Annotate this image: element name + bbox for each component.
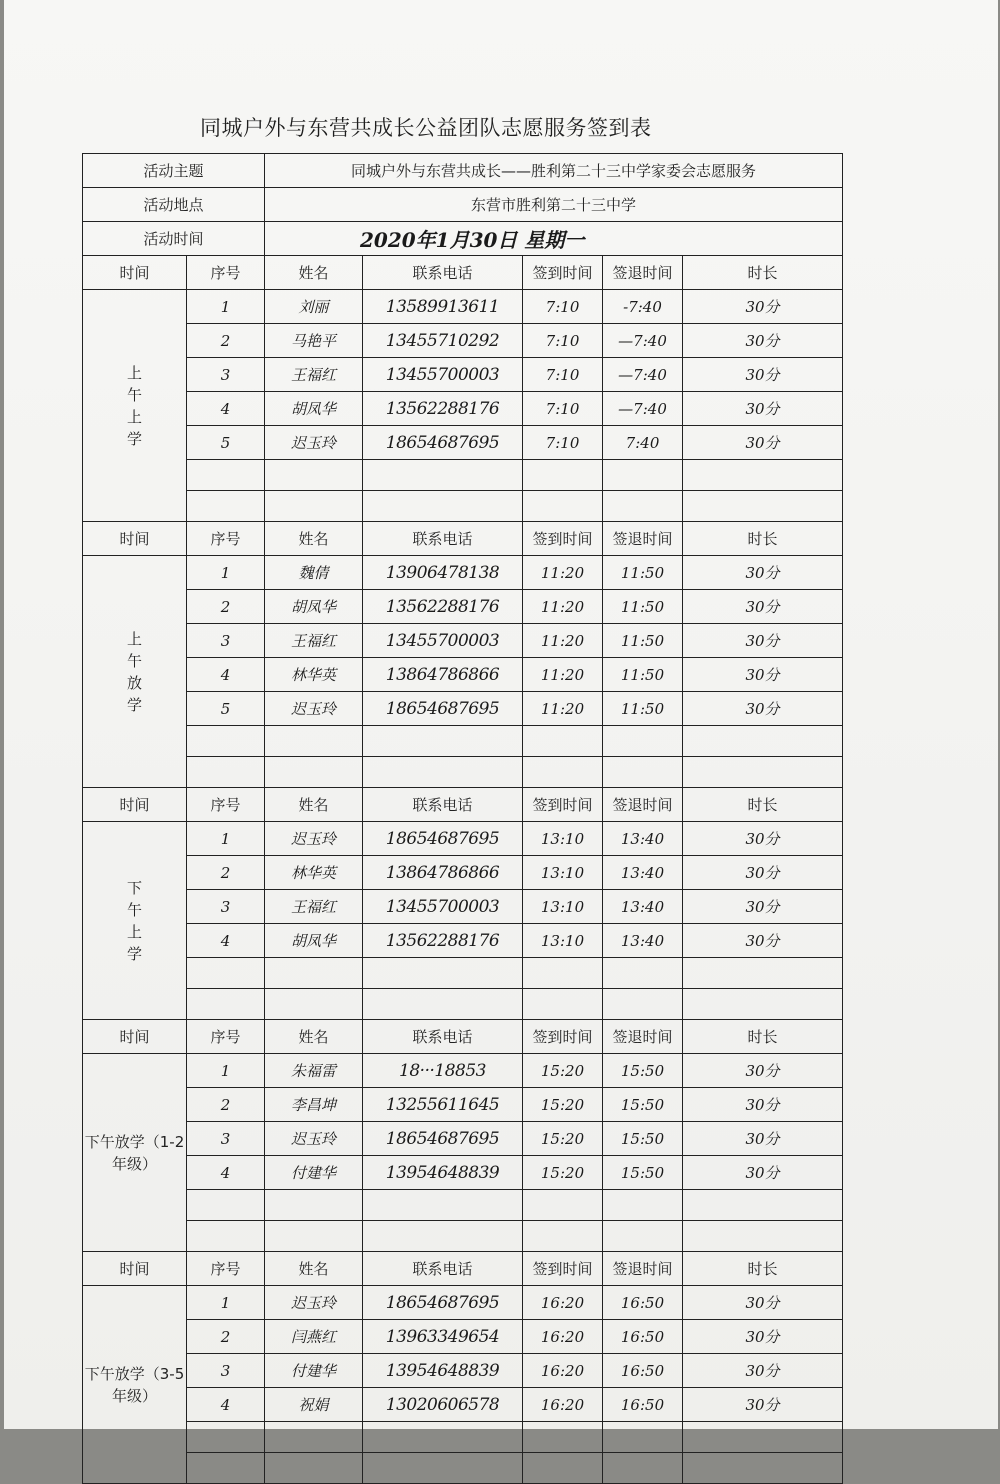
table-row: [83, 890, 843, 924]
duration: 30分: [683, 1122, 843, 1156]
checkin-time: 7:10: [523, 290, 603, 324]
phone-number: 18···18853: [363, 1054, 523, 1088]
header-checkin: 签到时间: [523, 788, 603, 822]
phone-number: 13954648839: [363, 1156, 523, 1190]
row-number: 1: [187, 290, 265, 324]
phone-number: 13589913611: [363, 290, 523, 324]
table-row: [83, 822, 843, 856]
blank-cell: [187, 757, 265, 788]
row-number: 3: [187, 1354, 265, 1388]
period-label: [83, 1286, 187, 1484]
blank-cell: [187, 1221, 265, 1252]
header-no: 序号: [187, 522, 265, 556]
header-name: 姓名: [265, 256, 363, 290]
header-duration: 时长: [683, 256, 843, 290]
place-label: 活动地点: [83, 188, 265, 222]
table-row: [83, 590, 843, 624]
period-label: [83, 556, 187, 788]
volunteer-name: 迟玉玲: [265, 1286, 363, 1320]
blank-cell: [363, 726, 523, 757]
blank-row: [83, 491, 843, 522]
volunteer-name: 魏倩: [265, 556, 363, 590]
checkout-time: 11:50: [603, 692, 683, 726]
checkin-time: 13:10: [523, 822, 603, 856]
phone-number: 18654687695: [363, 1122, 523, 1156]
header-time: 时间: [83, 1020, 187, 1054]
header-phone: 联系电话: [363, 788, 523, 822]
header-checkin: 签到时间: [523, 256, 603, 290]
blank-cell: [603, 726, 683, 757]
table-row: [83, 624, 843, 658]
blank-cell: [603, 989, 683, 1020]
blank-cell: [603, 958, 683, 989]
checkout-time: 11:50: [603, 658, 683, 692]
checkin-time: 15:20: [523, 1156, 603, 1190]
checkout-time: 13:40: [603, 890, 683, 924]
row-number: 5: [187, 426, 265, 460]
blank-cell: [603, 757, 683, 788]
duration: 30分: [683, 1054, 843, 1088]
volunteer-name: 迟玉玲: [265, 1122, 363, 1156]
checkin-time: 13:10: [523, 856, 603, 890]
checkout-time: 15:50: [603, 1054, 683, 1088]
header-checkout: 签退时间: [603, 522, 683, 556]
header-name: 姓名: [265, 522, 363, 556]
volunteer-name: 朱福雷: [265, 1054, 363, 1088]
page-title: 同城户外与东营共成长公益团队志愿服务签到表: [200, 116, 652, 140]
blank-row: [83, 460, 843, 491]
volunteer-name: 李昌坤: [265, 1088, 363, 1122]
blank-cell: [265, 1422, 363, 1453]
row-number: 4: [187, 924, 265, 958]
checkout-time: 13:40: [603, 856, 683, 890]
table-row: [83, 1156, 843, 1190]
volunteer-name: 马艳平: [265, 324, 363, 358]
checkout-time: —7:40: [603, 392, 683, 426]
blank-cell: [683, 491, 843, 522]
header-phone: 联系电话: [363, 256, 523, 290]
header-time: 时间: [83, 1252, 187, 1286]
blank-cell: [363, 491, 523, 522]
checkout-time: 7:40: [603, 426, 683, 460]
row-number: 4: [187, 1156, 265, 1190]
header-checkout: 签退时间: [603, 256, 683, 290]
phone-number: 13455700003: [363, 358, 523, 392]
row-number: 5: [187, 692, 265, 726]
checkout-time: 11:50: [603, 590, 683, 624]
checkin-time: 13:10: [523, 924, 603, 958]
checkout-time: 16:50: [603, 1388, 683, 1422]
duration: 30分: [683, 358, 843, 392]
blank-cell: [187, 989, 265, 1020]
phone-number: 13562288176: [363, 590, 523, 624]
blank-row: [83, 726, 843, 757]
header-checkout: 签退时间: [603, 1252, 683, 1286]
phone-number: 13954648839: [363, 1354, 523, 1388]
blank-cell: [683, 757, 843, 788]
table-row: [83, 1320, 843, 1354]
phone-number: 18654687695: [363, 822, 523, 856]
row-number: 4: [187, 392, 265, 426]
header-name: 姓名: [265, 1252, 363, 1286]
header-phone: 联系电话: [363, 1252, 523, 1286]
volunteer-name: 闫燕红: [265, 1320, 363, 1354]
blank-cell: [683, 989, 843, 1020]
volunteer-name: 王福红: [265, 890, 363, 924]
period-text: 上午放学: [126, 629, 142, 714]
blank-cell: [187, 958, 265, 989]
volunteer-name: 付建华: [265, 1156, 363, 1190]
phone-number: 13963349654: [363, 1320, 523, 1354]
blank-cell: [265, 491, 363, 522]
blank-cell: [603, 1453, 683, 1484]
row-number: 2: [187, 1320, 265, 1354]
phone-number: 18654687695: [363, 426, 523, 460]
blank-cell: [523, 989, 603, 1020]
time-value: 2020年1月30日 星期一: [265, 222, 843, 256]
table-row: [83, 1088, 843, 1122]
row-number: 1: [187, 556, 265, 590]
blank-cell: [523, 1190, 603, 1221]
checkin-time: 11:20: [523, 624, 603, 658]
blank-cell: [683, 460, 843, 491]
row-number: 3: [187, 624, 265, 658]
blank-cell: [523, 726, 603, 757]
duration: 30分: [683, 290, 843, 324]
checkout-time: 11:50: [603, 556, 683, 590]
duration: 30分: [683, 324, 843, 358]
checkout-time: 13:40: [603, 822, 683, 856]
period-text: 下午放学（1-2年级）: [84, 1132, 185, 1173]
table-row: [83, 924, 843, 958]
table-row: [83, 1122, 843, 1156]
checkout-time: —7:40: [603, 324, 683, 358]
table-row: [83, 856, 843, 890]
duration: 30分: [683, 1156, 843, 1190]
volunteer-name: 胡凤华: [265, 924, 363, 958]
row-number: 2: [187, 590, 265, 624]
blank-cell: [603, 1221, 683, 1252]
blank-cell: [265, 1190, 363, 1221]
row-number: 1: [187, 1286, 265, 1320]
duration: 30分: [683, 1320, 843, 1354]
period-label: [83, 1054, 187, 1252]
table-row: [83, 426, 843, 460]
volunteer-name: 付建华: [265, 1354, 363, 1388]
header-checkin: 签到时间: [523, 1020, 603, 1054]
phone-number: 13020606578: [363, 1388, 523, 1422]
checkin-time: 16:20: [523, 1286, 603, 1320]
row-number: 3: [187, 890, 265, 924]
header-name: 姓名: [265, 788, 363, 822]
header-no: 序号: [187, 256, 265, 290]
volunteer-name: 迟玉玲: [265, 822, 363, 856]
blank-cell: [265, 958, 363, 989]
blank-cell: [363, 757, 523, 788]
blank-cell: [523, 757, 603, 788]
period-text: 上午上学: [126, 363, 142, 448]
phone-number: 13562288176: [363, 924, 523, 958]
row-number: 1: [187, 822, 265, 856]
checkin-time: 11:20: [523, 692, 603, 726]
checkin-time: 15:20: [523, 1088, 603, 1122]
header-checkout: 签退时间: [603, 788, 683, 822]
phone-number: 13562288176: [363, 392, 523, 426]
row-number: 2: [187, 1088, 265, 1122]
section-header-row: [83, 1020, 843, 1054]
duration: 30分: [683, 658, 843, 692]
blank-cell: [265, 1453, 363, 1484]
checkout-time: 13:40: [603, 924, 683, 958]
table-row: [83, 1388, 843, 1422]
header-checkin: 签到时间: [523, 1252, 603, 1286]
volunteer-name: 林华英: [265, 658, 363, 692]
duration: 30分: [683, 1388, 843, 1422]
checkin-time: 16:20: [523, 1320, 603, 1354]
blank-cell: [683, 726, 843, 757]
table-row: [83, 658, 843, 692]
checkin-time: 7:10: [523, 392, 603, 426]
duration: 30分: [683, 1088, 843, 1122]
volunteer-name: 胡凤华: [265, 392, 363, 426]
period-text: 下午上学: [126, 878, 142, 963]
table-row: [83, 324, 843, 358]
blank-row: [83, 1221, 843, 1252]
blank-cell: [265, 989, 363, 1020]
blank-cell: [187, 1190, 265, 1221]
duration: 30分: [683, 924, 843, 958]
blank-cell: [523, 1221, 603, 1252]
phone-number: 13864786866: [363, 856, 523, 890]
volunteer-name: 王福红: [265, 624, 363, 658]
blank-cell: [187, 726, 265, 757]
period-label: [83, 822, 187, 1020]
row-number: 4: [187, 1388, 265, 1422]
blank-cell: [363, 989, 523, 1020]
blank-cell: [603, 1190, 683, 1221]
header-phone: 联系电话: [363, 1020, 523, 1054]
blank-cell: [523, 958, 603, 989]
blank-cell: [523, 1453, 603, 1484]
blank-cell: [363, 460, 523, 491]
row-number: 3: [187, 1122, 265, 1156]
header-checkin: 签到时间: [523, 522, 603, 556]
phone-number: 13864786866: [363, 658, 523, 692]
blank-cell: [683, 1453, 843, 1484]
table-row: [83, 1286, 843, 1320]
blank-row: [83, 757, 843, 788]
theme-label: 活动主题: [83, 154, 265, 188]
section-header-row: [83, 1252, 843, 1286]
section-header-row: [83, 256, 843, 290]
checkin-time: 11:20: [523, 590, 603, 624]
row-number: 1: [187, 1054, 265, 1088]
blank-cell: [683, 1422, 843, 1453]
blank-cell: [523, 1422, 603, 1453]
blank-cell: [187, 491, 265, 522]
table-row: [83, 392, 843, 426]
checkin-time: 11:20: [523, 556, 603, 590]
row-number: 3: [187, 358, 265, 392]
blank-row: [83, 1422, 843, 1453]
blank-cell: [603, 491, 683, 522]
blank-cell: [265, 726, 363, 757]
period-text: 下午放学（3-5年级）: [84, 1364, 185, 1405]
theme-value: 同城户外与东营共成长——胜利第二十三中学家委会志愿服务: [265, 154, 843, 188]
blank-cell: [363, 1422, 523, 1453]
duration: 30分: [683, 426, 843, 460]
volunteer-name: 王福红: [265, 358, 363, 392]
blank-cell: [683, 1221, 843, 1252]
checkout-time: —7:40: [603, 358, 683, 392]
checkin-time: 7:10: [523, 324, 603, 358]
place-value: 东营市胜利第二十三中学: [265, 188, 843, 222]
phone-number: 18654687695: [363, 692, 523, 726]
header-duration: 时长: [683, 522, 843, 556]
table-row: [83, 290, 843, 324]
blank-row: [83, 1190, 843, 1221]
header-duration: 时长: [683, 1020, 843, 1054]
duration: 30分: [683, 556, 843, 590]
checkout-time: 15:50: [603, 1156, 683, 1190]
checkin-time: 11:20: [523, 658, 603, 692]
blank-cell: [265, 460, 363, 491]
period-label: [83, 290, 187, 522]
blank-cell: [265, 1221, 363, 1252]
duration: 30分: [683, 822, 843, 856]
table-row: [83, 556, 843, 590]
blank-row: [83, 989, 843, 1020]
checkout-time: 15:50: [603, 1088, 683, 1122]
duration: 30分: [683, 624, 843, 658]
volunteer-name: 迟玉玲: [265, 426, 363, 460]
header-duration: 时长: [683, 1252, 843, 1286]
blank-cell: [187, 1453, 265, 1484]
blank-cell: [363, 1453, 523, 1484]
checkout-time: 16:50: [603, 1320, 683, 1354]
volunteer-name: 林华英: [265, 856, 363, 890]
checkout-time: -7:40: [603, 290, 683, 324]
header-time: 时间: [83, 256, 187, 290]
blank-cell: [603, 460, 683, 491]
duration: 30分: [683, 1286, 843, 1320]
duration: 30分: [683, 590, 843, 624]
header-checkout: 签退时间: [603, 1020, 683, 1054]
checkin-time: 7:10: [523, 426, 603, 460]
blank-cell: [523, 460, 603, 491]
header-phone: 联系电话: [363, 522, 523, 556]
header-no: 序号: [187, 1020, 265, 1054]
blank-cell: [683, 1190, 843, 1221]
volunteer-name: 祝娟: [265, 1388, 363, 1422]
duration: 30分: [683, 692, 843, 726]
blank-cell: [523, 491, 603, 522]
header-no: 序号: [187, 1252, 265, 1286]
duration: 30分: [683, 856, 843, 890]
table-row: [83, 692, 843, 726]
checkout-time: 16:50: [603, 1286, 683, 1320]
blank-row: [83, 1453, 843, 1484]
blank-row: [83, 958, 843, 989]
blank-cell: [363, 1221, 523, 1252]
row-number: 2: [187, 324, 265, 358]
phone-number: 13255611645: [363, 1088, 523, 1122]
blank-cell: [187, 460, 265, 491]
checkout-time: 16:50: [603, 1354, 683, 1388]
duration: 30分: [683, 890, 843, 924]
duration: 30分: [683, 392, 843, 426]
duration: 30分: [683, 1354, 843, 1388]
paper-sheet: [4, 0, 998, 1429]
phone-number: 13455700003: [363, 624, 523, 658]
blank-cell: [363, 1190, 523, 1221]
checkout-time: 15:50: [603, 1122, 683, 1156]
header-time: 时间: [83, 522, 187, 556]
blank-cell: [265, 757, 363, 788]
phone-number: 13906478138: [363, 556, 523, 590]
checkin-time: 13:10: [523, 890, 603, 924]
row-number: 4: [187, 658, 265, 692]
blank-cell: [603, 1422, 683, 1453]
volunteer-name: 迟玉玲: [265, 692, 363, 726]
phone-number: 18654687695: [363, 1286, 523, 1320]
header-no: 序号: [187, 788, 265, 822]
table-row: [83, 1054, 843, 1088]
sign-in-table: [82, 153, 843, 1484]
checkin-time: 15:20: [523, 1054, 603, 1088]
section-header-row: [83, 522, 843, 556]
section-header-row: [83, 788, 843, 822]
table-row: [83, 1354, 843, 1388]
header-name: 姓名: [265, 1020, 363, 1054]
header-time: 时间: [83, 788, 187, 822]
volunteer-name: 胡凤华: [265, 590, 363, 624]
checkin-time: 7:10: [523, 358, 603, 392]
volunteer-name: 刘丽: [265, 290, 363, 324]
table-row: [83, 358, 843, 392]
row-number: 2: [187, 856, 265, 890]
checkout-time: 11:50: [603, 624, 683, 658]
checkin-time: 15:20: [523, 1122, 603, 1156]
blank-cell: [363, 958, 523, 989]
checkin-time: 16:20: [523, 1354, 603, 1388]
phone-number: 13455710292: [363, 324, 523, 358]
checkin-time: 16:20: [523, 1388, 603, 1422]
header-duration: 时长: [683, 788, 843, 822]
phone-number: 13455700003: [363, 890, 523, 924]
blank-cell: [187, 1422, 265, 1453]
time-label: 活动时间: [83, 222, 265, 256]
blank-cell: [683, 958, 843, 989]
